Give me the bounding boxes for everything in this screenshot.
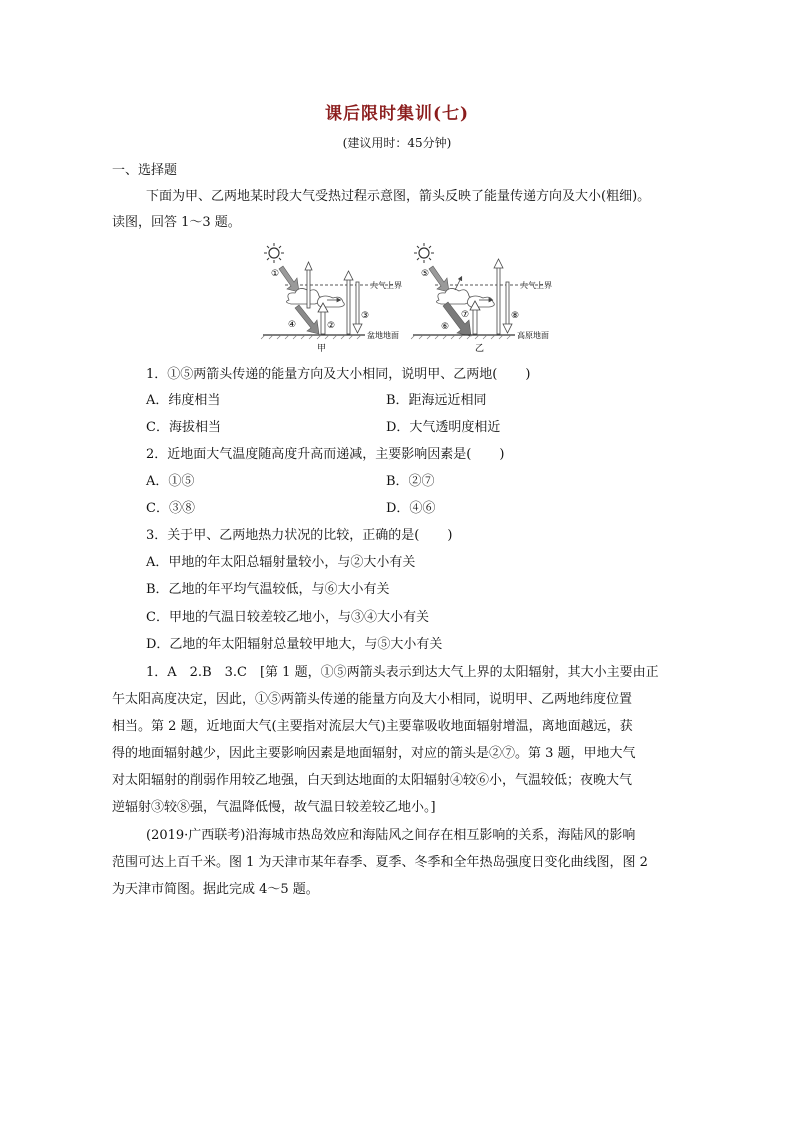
right-top-label: 大气上界 xyxy=(520,281,552,290)
q2-option-d: D．④⑥ xyxy=(386,501,436,516)
left-ground-label: 盆地地面 xyxy=(367,331,399,340)
marker-6: ⑥ xyxy=(441,322,450,332)
panel-left xyxy=(261,243,402,354)
marker-4: ④ xyxy=(288,320,297,330)
question-3-close: ) xyxy=(447,528,453,543)
page-title: 课后限时集训(七) xyxy=(324,104,470,124)
left-caption: 甲 xyxy=(317,344,327,354)
passage-line-3: 为天津市简图。据此完成 4～5 题。 xyxy=(112,882,319,897)
marker-3: ③ xyxy=(361,311,370,321)
q1-option-d: D．大气透明度相近 xyxy=(386,420,501,435)
q3-option-c: C．甲地的气温日较差较乙地小，与③④大小有关 xyxy=(146,610,429,625)
question-1-stem xyxy=(146,366,530,384)
question-3-stem xyxy=(146,527,452,545)
answer-line-1: 1．A 2.B 3.C [第 1 题，①⑤两箭头表示到达大气上界的太阳辐射，其大小主要由正 xyxy=(146,665,659,680)
answer-line-3: 相当。第 2 题，近地面大气(主要指对流层大气)主要靠吸收地面辐射增温，离地面越远，获 xyxy=(112,719,633,734)
atmosphere-heating-diagram xyxy=(255,240,555,355)
passage-line-2: 范围可达上百千米。图 1 为天津市某年春季、夏季、冬季和全年热岛强度日变化曲线图，图 2 xyxy=(112,855,648,870)
marker-1: ① xyxy=(271,269,280,279)
question-2-text: 2．近地面大气温度随高度升高而递减，主要影响因素是( xyxy=(146,447,472,462)
q1-option-b: B．距海远近相同 xyxy=(386,393,487,408)
left-top-label: 大气上界 xyxy=(370,281,402,290)
intro-line-2: 读图，回答 1～3 题。 xyxy=(112,215,241,230)
answer-line-5: 对太阳辐射的削弱作用较乙地强，白天到达地面的太阳辐射④较⑥小，气温较低；夜晚大气 xyxy=(112,773,633,788)
right-caption: 乙 xyxy=(475,344,485,354)
question-3-text: 3．关于甲、乙两地热力状况的比较，正确的是( xyxy=(146,528,420,543)
answer-line-4: 得的地面辐射越少，因此主要影响因素是地面辐射，对应的箭头是②⑦。第 3 题，甲地大气 xyxy=(112,746,636,761)
question-2-close: ) xyxy=(499,447,505,462)
q2-option-b: B．②⑦ xyxy=(386,474,435,489)
answer-line-6: 逆辐射③较⑧强，气温降低慢，故气温日较差较乙地小。] xyxy=(112,800,436,815)
question-1-text: 1．①⑤两箭头传递的能量方向及大小相同，说明甲、乙两地( xyxy=(146,367,498,382)
question-1-close: ) xyxy=(525,367,531,382)
question-2-stem xyxy=(146,446,504,464)
section-heading: 一、选择题 xyxy=(112,163,178,178)
right-ground-label: 高原地面 xyxy=(517,331,549,340)
marker-5: ⑤ xyxy=(421,269,430,279)
q3-option-a: A．甲地的年太阳总辐射量较小，与②大小有关 xyxy=(146,555,416,570)
answer-line-2: 午太阳高度决定，因此，①⑤两箭头传递的能量方向及大小相同，说明甲、乙两地纬度位置 xyxy=(112,692,633,707)
marker-2: ② xyxy=(327,321,336,331)
q1-option-c: C．海拔相当 xyxy=(146,420,221,435)
passage-line-1: (2019·广西联考)沿海城市热岛效应和海陆风之间存在相互影响的关系，海陆风的影响 xyxy=(146,828,636,843)
marker-7: ⑦ xyxy=(461,310,470,320)
q2-option-a: A．①⑤ xyxy=(146,474,195,489)
intro-line-1: 下面为甲、乙两地某时段大气受热过程示意图，箭头反映了能量传递方向及大小(粗细)。 xyxy=(146,189,651,204)
page-subtitle: (建议用时：45分钟) xyxy=(342,136,452,150)
panel-right xyxy=(411,243,552,354)
q1-option-a: A．纬度相当 xyxy=(146,393,221,408)
q3-option-d: D．乙地的年太阳辐射总量较甲地大，与⑤大小有关 xyxy=(146,637,443,652)
q2-option-c: C．③⑧ xyxy=(146,501,195,516)
q3-option-b: B．乙地的年平均气温较低，与⑥大小有关 xyxy=(146,582,390,597)
marker-8: ⑧ xyxy=(511,311,520,321)
sun-icon xyxy=(414,243,434,263)
sun-icon xyxy=(264,243,284,263)
